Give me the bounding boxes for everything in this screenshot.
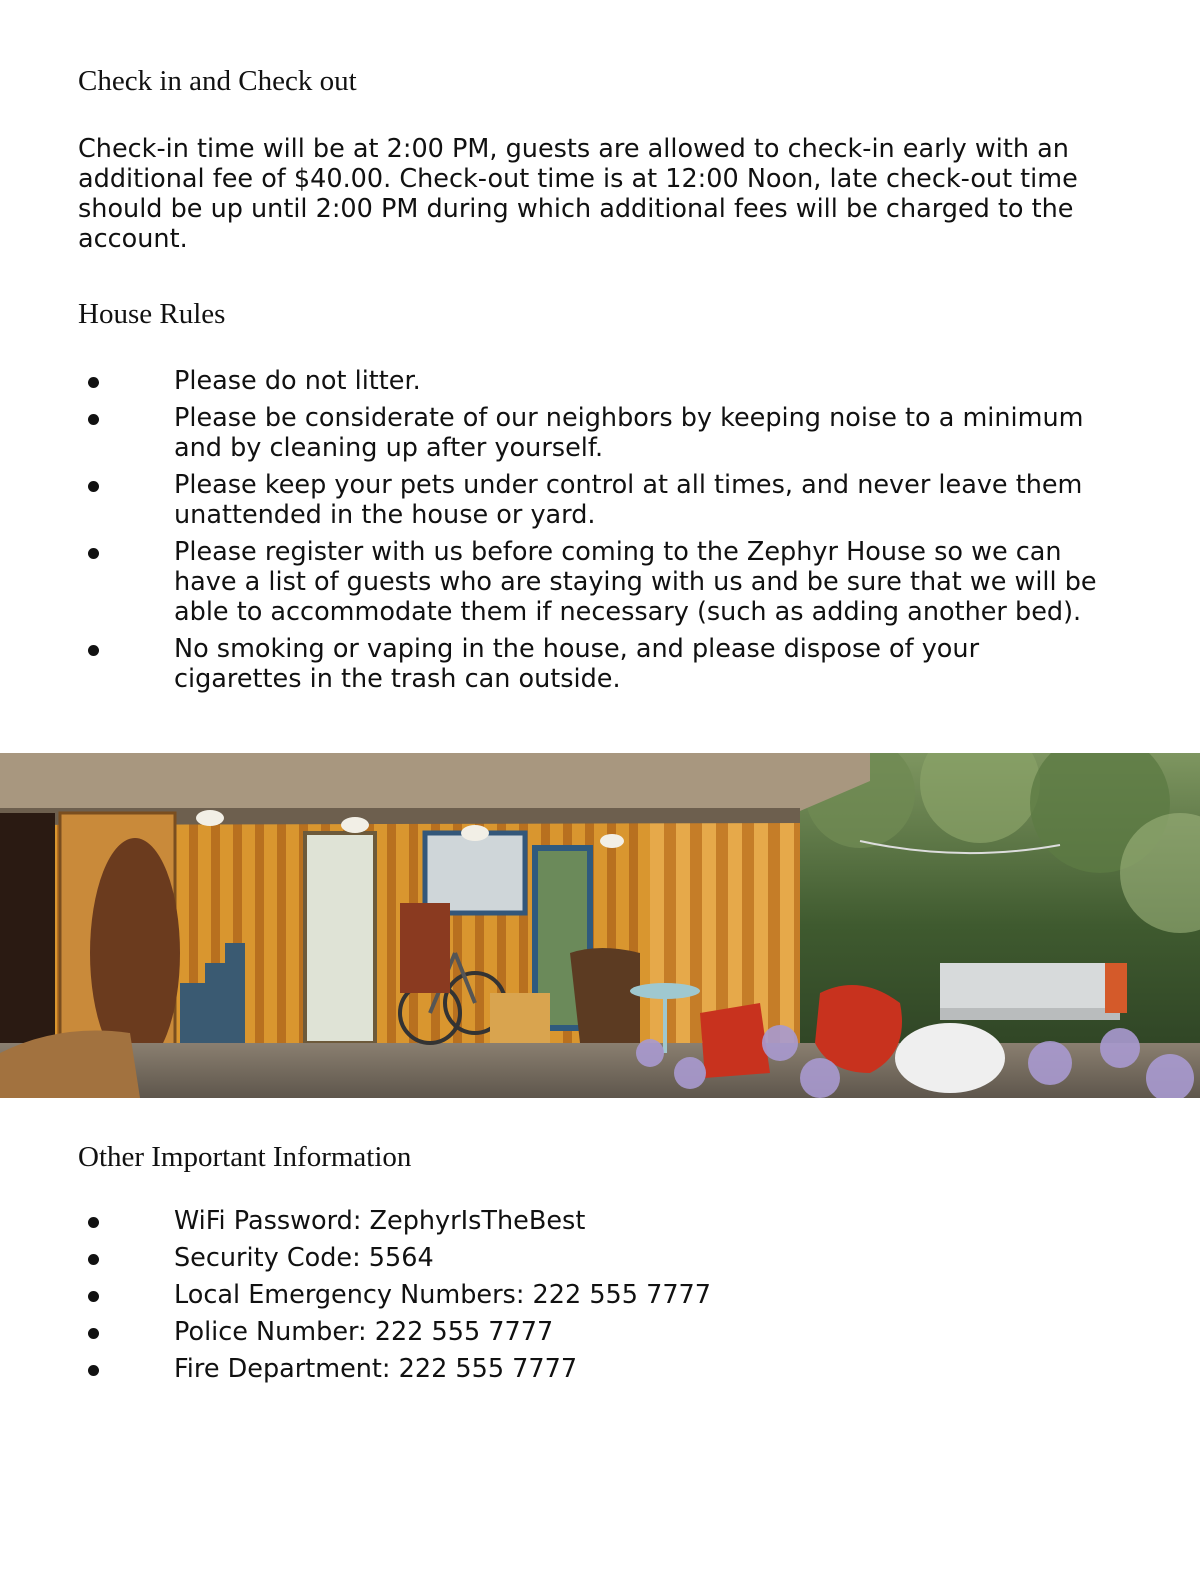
bullet-icon bbox=[88, 1365, 99, 1376]
bullet-icon bbox=[88, 548, 99, 559]
list-item-text: Security Code: 5564 bbox=[174, 1243, 434, 1273]
bullet-icon bbox=[88, 645, 99, 656]
list-item bbox=[0, 537, 1104, 627]
list-item bbox=[0, 1317, 1104, 1347]
list-item bbox=[0, 634, 1104, 694]
list-item-text: No smoking or vaping in the house, and please dispose of your cigarettes in the trash can outside. bbox=[174, 634, 980, 694]
list-item bbox=[0, 403, 1104, 463]
porch-illustration bbox=[0, 753, 1200, 1098]
ground bbox=[0, 1043, 1200, 1098]
bullet-icon bbox=[88, 377, 99, 388]
bullet-icon bbox=[88, 1254, 99, 1265]
checkin-paragraph: Check-in time will be at 2:00 PM, guests are allowed to check-in early with an additional fee of $40.00. Check-out time is at 12:00 Noon, late check-out time should be up until 2:00 PM during which additional fees will be charged to the account. bbox=[78, 134, 1078, 254]
list-item-text: Please be considerate of our neighbors by keeping noise to a minimum and by cleaning up after yourself. bbox=[174, 403, 1084, 463]
bullet-icon bbox=[88, 481, 99, 492]
list-item-text: Police Number: 222 555 7777 bbox=[174, 1317, 554, 1347]
window bbox=[425, 833, 525, 913]
list-item bbox=[0, 366, 1104, 396]
list-item-text: WiFi Password: ZephyrIsTheBest bbox=[174, 1206, 586, 1236]
other-info-list bbox=[0, 1206, 1200, 1391]
other-info-heading: Other Important Information bbox=[78, 1141, 412, 1173]
list-item-text: Fire Department: 222 555 7777 bbox=[174, 1354, 578, 1384]
list-item bbox=[0, 1206, 1104, 1236]
bullet-icon bbox=[88, 1328, 99, 1339]
list-item-text: Please keep your pets under control at all times, and never leave them unattended in the house or yard. bbox=[174, 470, 1083, 530]
red-chair bbox=[700, 1003, 770, 1078]
list-item-text: Please register with us before coming to the Zephyr House so we can have a list of guests who are staying with us and be sure that we will be able to accommodate them if necessary (such as adding another bed). bbox=[174, 537, 1097, 627]
checkin-heading: Check in and Check out bbox=[78, 65, 357, 97]
bullet-icon bbox=[88, 414, 99, 425]
house-rules-list bbox=[0, 366, 1200, 701]
house-rules-heading: House Rules bbox=[78, 298, 226, 330]
bullet-icon bbox=[88, 1291, 99, 1302]
house-porch-photo bbox=[0, 753, 1200, 1098]
bench bbox=[940, 963, 1120, 1013]
list-item bbox=[0, 1280, 1104, 1310]
list-item bbox=[0, 1354, 1104, 1384]
roof bbox=[0, 753, 870, 813]
list-item-text: Local Emergency Numbers: 222 555 7777 bbox=[174, 1280, 711, 1310]
list-item bbox=[0, 470, 1104, 530]
list-item-text: Please do not litter. bbox=[174, 366, 421, 396]
list-item bbox=[0, 1243, 1104, 1273]
bullet-icon bbox=[88, 1217, 99, 1228]
